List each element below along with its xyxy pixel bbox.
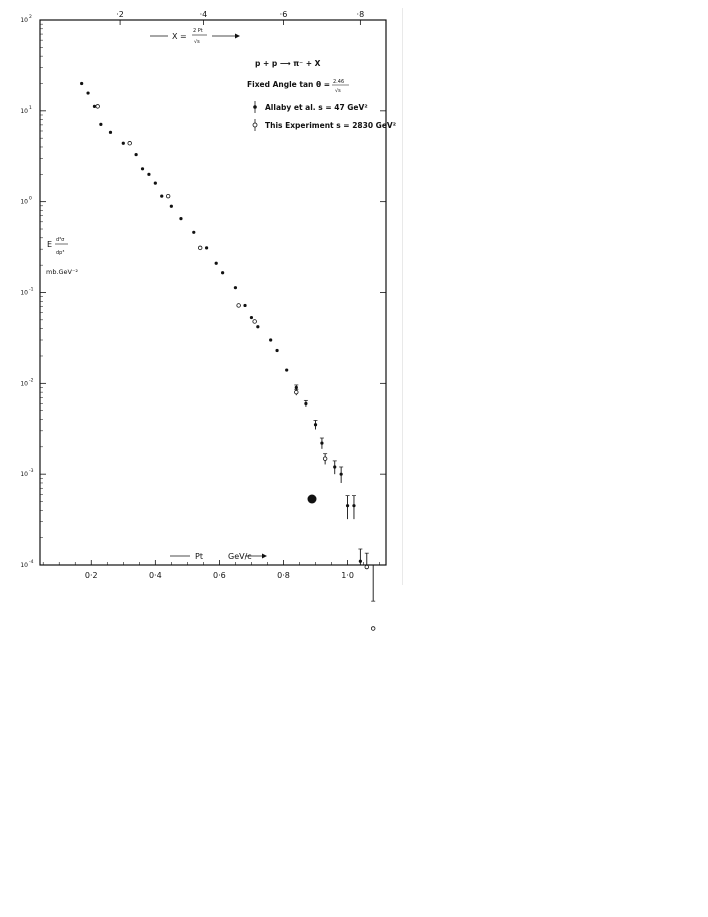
axes-layer <box>20 10 386 580</box>
y-tick-label-exp: -4 <box>29 560 34 565</box>
data-point-this-experiment <box>365 565 369 569</box>
data-point-allaby <box>346 504 349 507</box>
ink-blot <box>308 495 317 504</box>
y-tick-label-base: 10 <box>20 562 28 569</box>
y-axis-label <box>46 237 78 276</box>
y-tick-label-base: 10 <box>20 471 28 479</box>
data-point-allaby <box>141 167 144 170</box>
y-tick-label-exp: -1 <box>29 287 34 293</box>
top-axis-label-numerator: 2 Pt <box>193 28 203 34</box>
data-point-allaby <box>215 262 218 265</box>
data-point-allaby <box>340 473 343 476</box>
top-axis-arrow-icon <box>235 34 240 39</box>
data-point-allaby <box>295 386 298 389</box>
data-point-allaby <box>221 271 224 274</box>
data-point-allaby <box>320 441 323 444</box>
data-point-allaby <box>256 325 259 328</box>
data-point-this-experiment <box>253 320 257 324</box>
data-point-allaby <box>154 182 157 185</box>
data-point-allaby <box>359 560 362 563</box>
data-point-allaby <box>234 286 237 289</box>
legend <box>253 101 396 131</box>
data-point-allaby <box>250 316 253 319</box>
y-tick-label-exp: -2 <box>29 378 34 384</box>
data-point-allaby <box>160 195 163 198</box>
data-point-this-experiment <box>294 390 298 394</box>
data-point-allaby <box>122 142 125 145</box>
data-point-allaby <box>275 349 278 352</box>
data-point-this-experiment <box>323 457 327 461</box>
data-point-allaby <box>285 368 288 371</box>
data-point-allaby <box>170 205 173 208</box>
y-tick-label-exp: 2 <box>29 15 32 20</box>
y-tick-label-exp: 0 <box>29 196 32 202</box>
data-point-allaby <box>304 402 307 405</box>
data-point-this-experiment <box>198 246 202 250</box>
top-tick-label: ·4 <box>199 10 208 19</box>
plot-frame <box>40 20 386 565</box>
data-point-allaby <box>269 338 272 341</box>
top-axis-label-denominator: √s <box>194 39 200 45</box>
data-point-allaby <box>179 217 182 220</box>
legend-entry-allaby: Allaby et al. s = 47 GeV² <box>265 103 368 112</box>
bottom-axis-label <box>170 552 267 561</box>
top-tick-label: ·2 <box>116 10 124 19</box>
y-tick-label-exp: -3 <box>29 469 34 475</box>
data-point-allaby <box>109 131 112 134</box>
x-tick-label: 0·2 <box>84 571 98 580</box>
data-point-this-experiment <box>128 141 132 145</box>
bottom-axis-label-text: Pt <box>195 552 203 561</box>
y-tick-label-base: 10 <box>20 289 28 297</box>
top-axis-label-text: X = <box>172 32 187 41</box>
annotations <box>247 59 396 131</box>
top-axis-label <box>150 28 240 45</box>
data-point-allaby <box>352 504 355 507</box>
top-tick-label: ·8 <box>356 10 365 19</box>
data-point-this-experiment <box>96 105 100 109</box>
x-tick-label: 1·0 <box>341 571 354 580</box>
angle-denominator: √s <box>335 88 341 94</box>
legend-entry-this-experiment: This Experiment s = 2830 GeV² <box>265 121 397 130</box>
data-point-this-experiment <box>237 304 241 308</box>
fixed-angle-text: Fixed Angle tan θ = <box>247 80 331 89</box>
bottom-axis-arrow-icon <box>262 554 267 559</box>
y-tick-label-base: 10 <box>20 198 28 206</box>
y-axis-label-denominator: dp³ <box>56 250 65 256</box>
data-point-allaby <box>314 423 317 426</box>
y-tick-label-base: 10 <box>20 107 28 115</box>
angle-numerator: 2.46 <box>333 79 345 85</box>
data-point-this-experiment <box>166 194 170 198</box>
x-tick-label: 0·8 <box>277 571 290 580</box>
data-point-allaby <box>333 465 336 468</box>
data-point-allaby <box>192 231 195 234</box>
bottom-axis-unit: GeV/c <box>228 552 252 561</box>
data-point-allaby <box>135 153 138 156</box>
x-tick-label: 0·4 <box>148 571 162 580</box>
data-point-allaby <box>80 82 83 85</box>
y-axis-unit: mb.GeV⁻² <box>46 268 79 276</box>
data-point-allaby <box>243 304 246 307</box>
data-point-allaby <box>147 173 150 176</box>
x-tick-label: 0·6 <box>213 571 226 580</box>
reaction-text: p + p ⟶ π⁻ + X <box>255 59 321 68</box>
y-tick-label-base: 10 <box>20 17 28 24</box>
data-point-allaby <box>99 123 102 126</box>
y-tick-label-base: 10 <box>20 380 28 388</box>
data-point-allaby <box>205 246 208 249</box>
y-axis-label-e: E <box>47 240 53 249</box>
data-point-allaby <box>86 91 89 94</box>
data-layer <box>80 82 375 630</box>
data-point-this-experiment <box>371 627 375 631</box>
top-tick-label: ·6 <box>279 10 288 19</box>
y-tick-label-exp: 1 <box>29 105 32 111</box>
y-axis-label-numerator: d³σ <box>56 237 65 243</box>
